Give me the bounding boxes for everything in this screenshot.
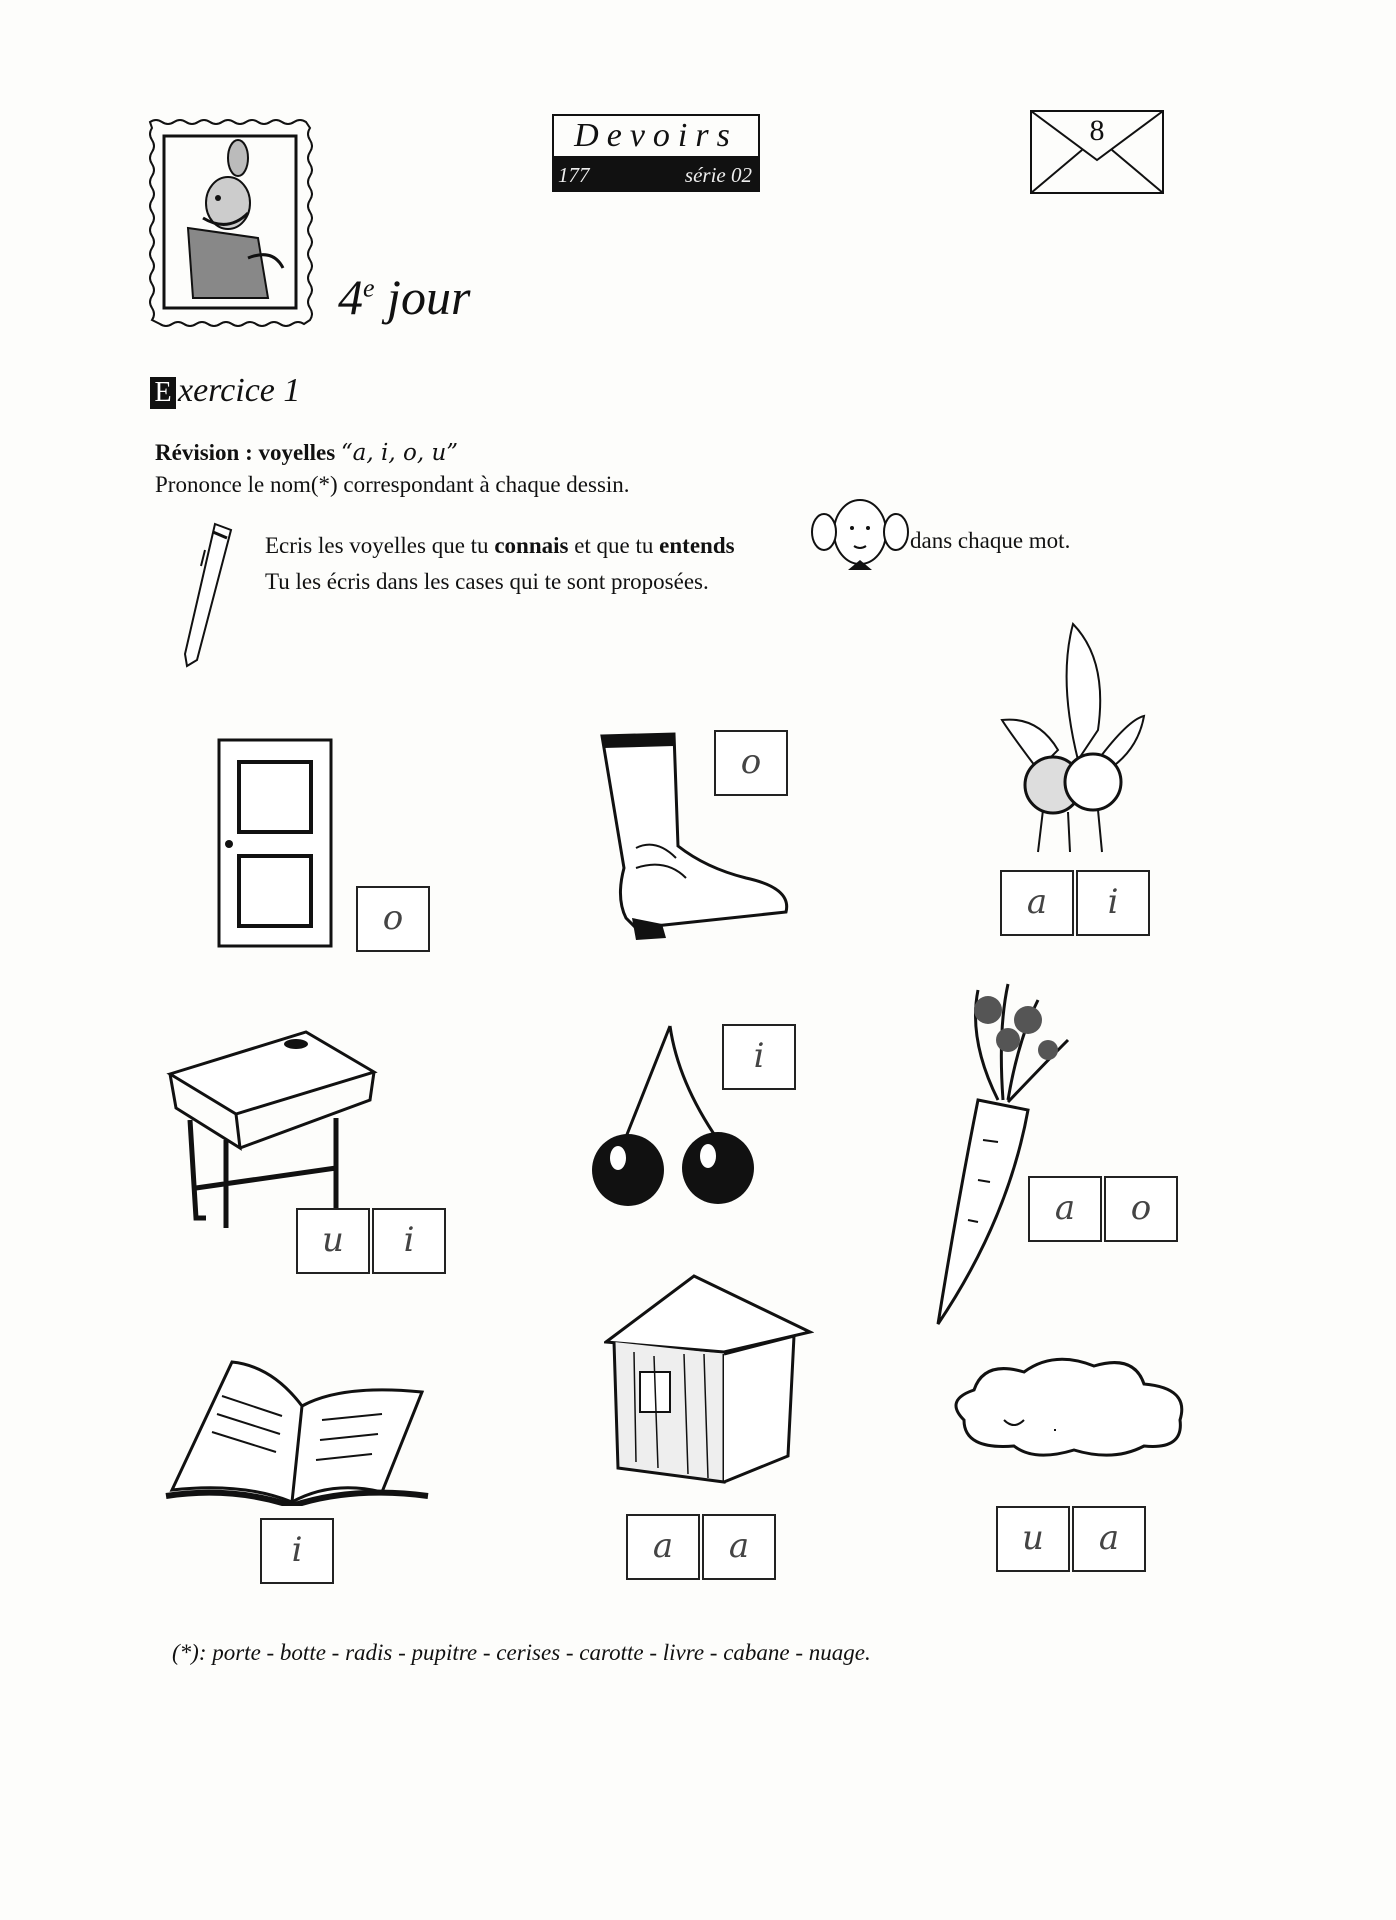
vowel-box[interactable]: u bbox=[996, 1506, 1070, 1572]
stamp-illustration bbox=[148, 118, 313, 328]
vowel-box[interactable]: u bbox=[296, 1208, 370, 1274]
serie-bar bbox=[552, 158, 760, 192]
revision-line: Révision : voyelles “a, i, o, u” bbox=[155, 440, 459, 466]
door-icon bbox=[215, 738, 335, 948]
write-instruction: Ecris les voyelles que tu connais et que tu entends Tu les écris dans les cases qui te sont proposées. bbox=[265, 533, 735, 594]
cloud-icon bbox=[944, 1350, 1192, 1462]
vowel-box[interactable]: a bbox=[626, 1514, 700, 1580]
instruction-tail: dans chaque mot. bbox=[910, 528, 1071, 553]
day-title: 4e jour bbox=[338, 269, 471, 325]
exercise-title: E xercice 1 bbox=[150, 372, 300, 410]
devoirs-word: Devoirs bbox=[552, 114, 760, 158]
pencil-icon bbox=[175, 520, 235, 670]
vowel-box[interactable]: i bbox=[722, 1024, 796, 1090]
vowel-box[interactable]: i bbox=[372, 1208, 446, 1274]
vowel-box[interactable]: o bbox=[356, 886, 430, 952]
radish-icon bbox=[998, 620, 1148, 855]
footnote: (*): porte - botte - radis - pupitre - cerises - carotte - livre - cabane - nuage. bbox=[172, 1640, 871, 1665]
devoirs-number: 177 bbox=[558, 163, 590, 187]
vowel-box[interactable]: o bbox=[714, 730, 788, 796]
hut-icon bbox=[604, 1272, 814, 1484]
vowel-box[interactable]: a bbox=[1028, 1176, 1102, 1242]
vowel-box[interactable]: a bbox=[1072, 1506, 1146, 1572]
desk-icon bbox=[166, 1028, 378, 1238]
vowel-box[interactable]: i bbox=[1076, 870, 1150, 936]
vowel-box[interactable]: a bbox=[702, 1514, 776, 1580]
pronounce-instruction: Prononce le nom(*) correspondant à chaque dessin. bbox=[155, 472, 630, 497]
ear-face-icon bbox=[810, 490, 910, 580]
carrot-icon bbox=[928, 980, 1078, 1325]
book-icon bbox=[162, 1356, 432, 1506]
vowel-box[interactable]: a bbox=[1000, 870, 1074, 936]
devoirs-label bbox=[552, 114, 760, 192]
vowel-box[interactable]: i bbox=[260, 1518, 334, 1584]
envelope-number: 8 bbox=[1089, 114, 1105, 147]
serie-label: série 02 bbox=[684, 163, 752, 187]
vowel-box[interactable]: o bbox=[1104, 1176, 1178, 1242]
